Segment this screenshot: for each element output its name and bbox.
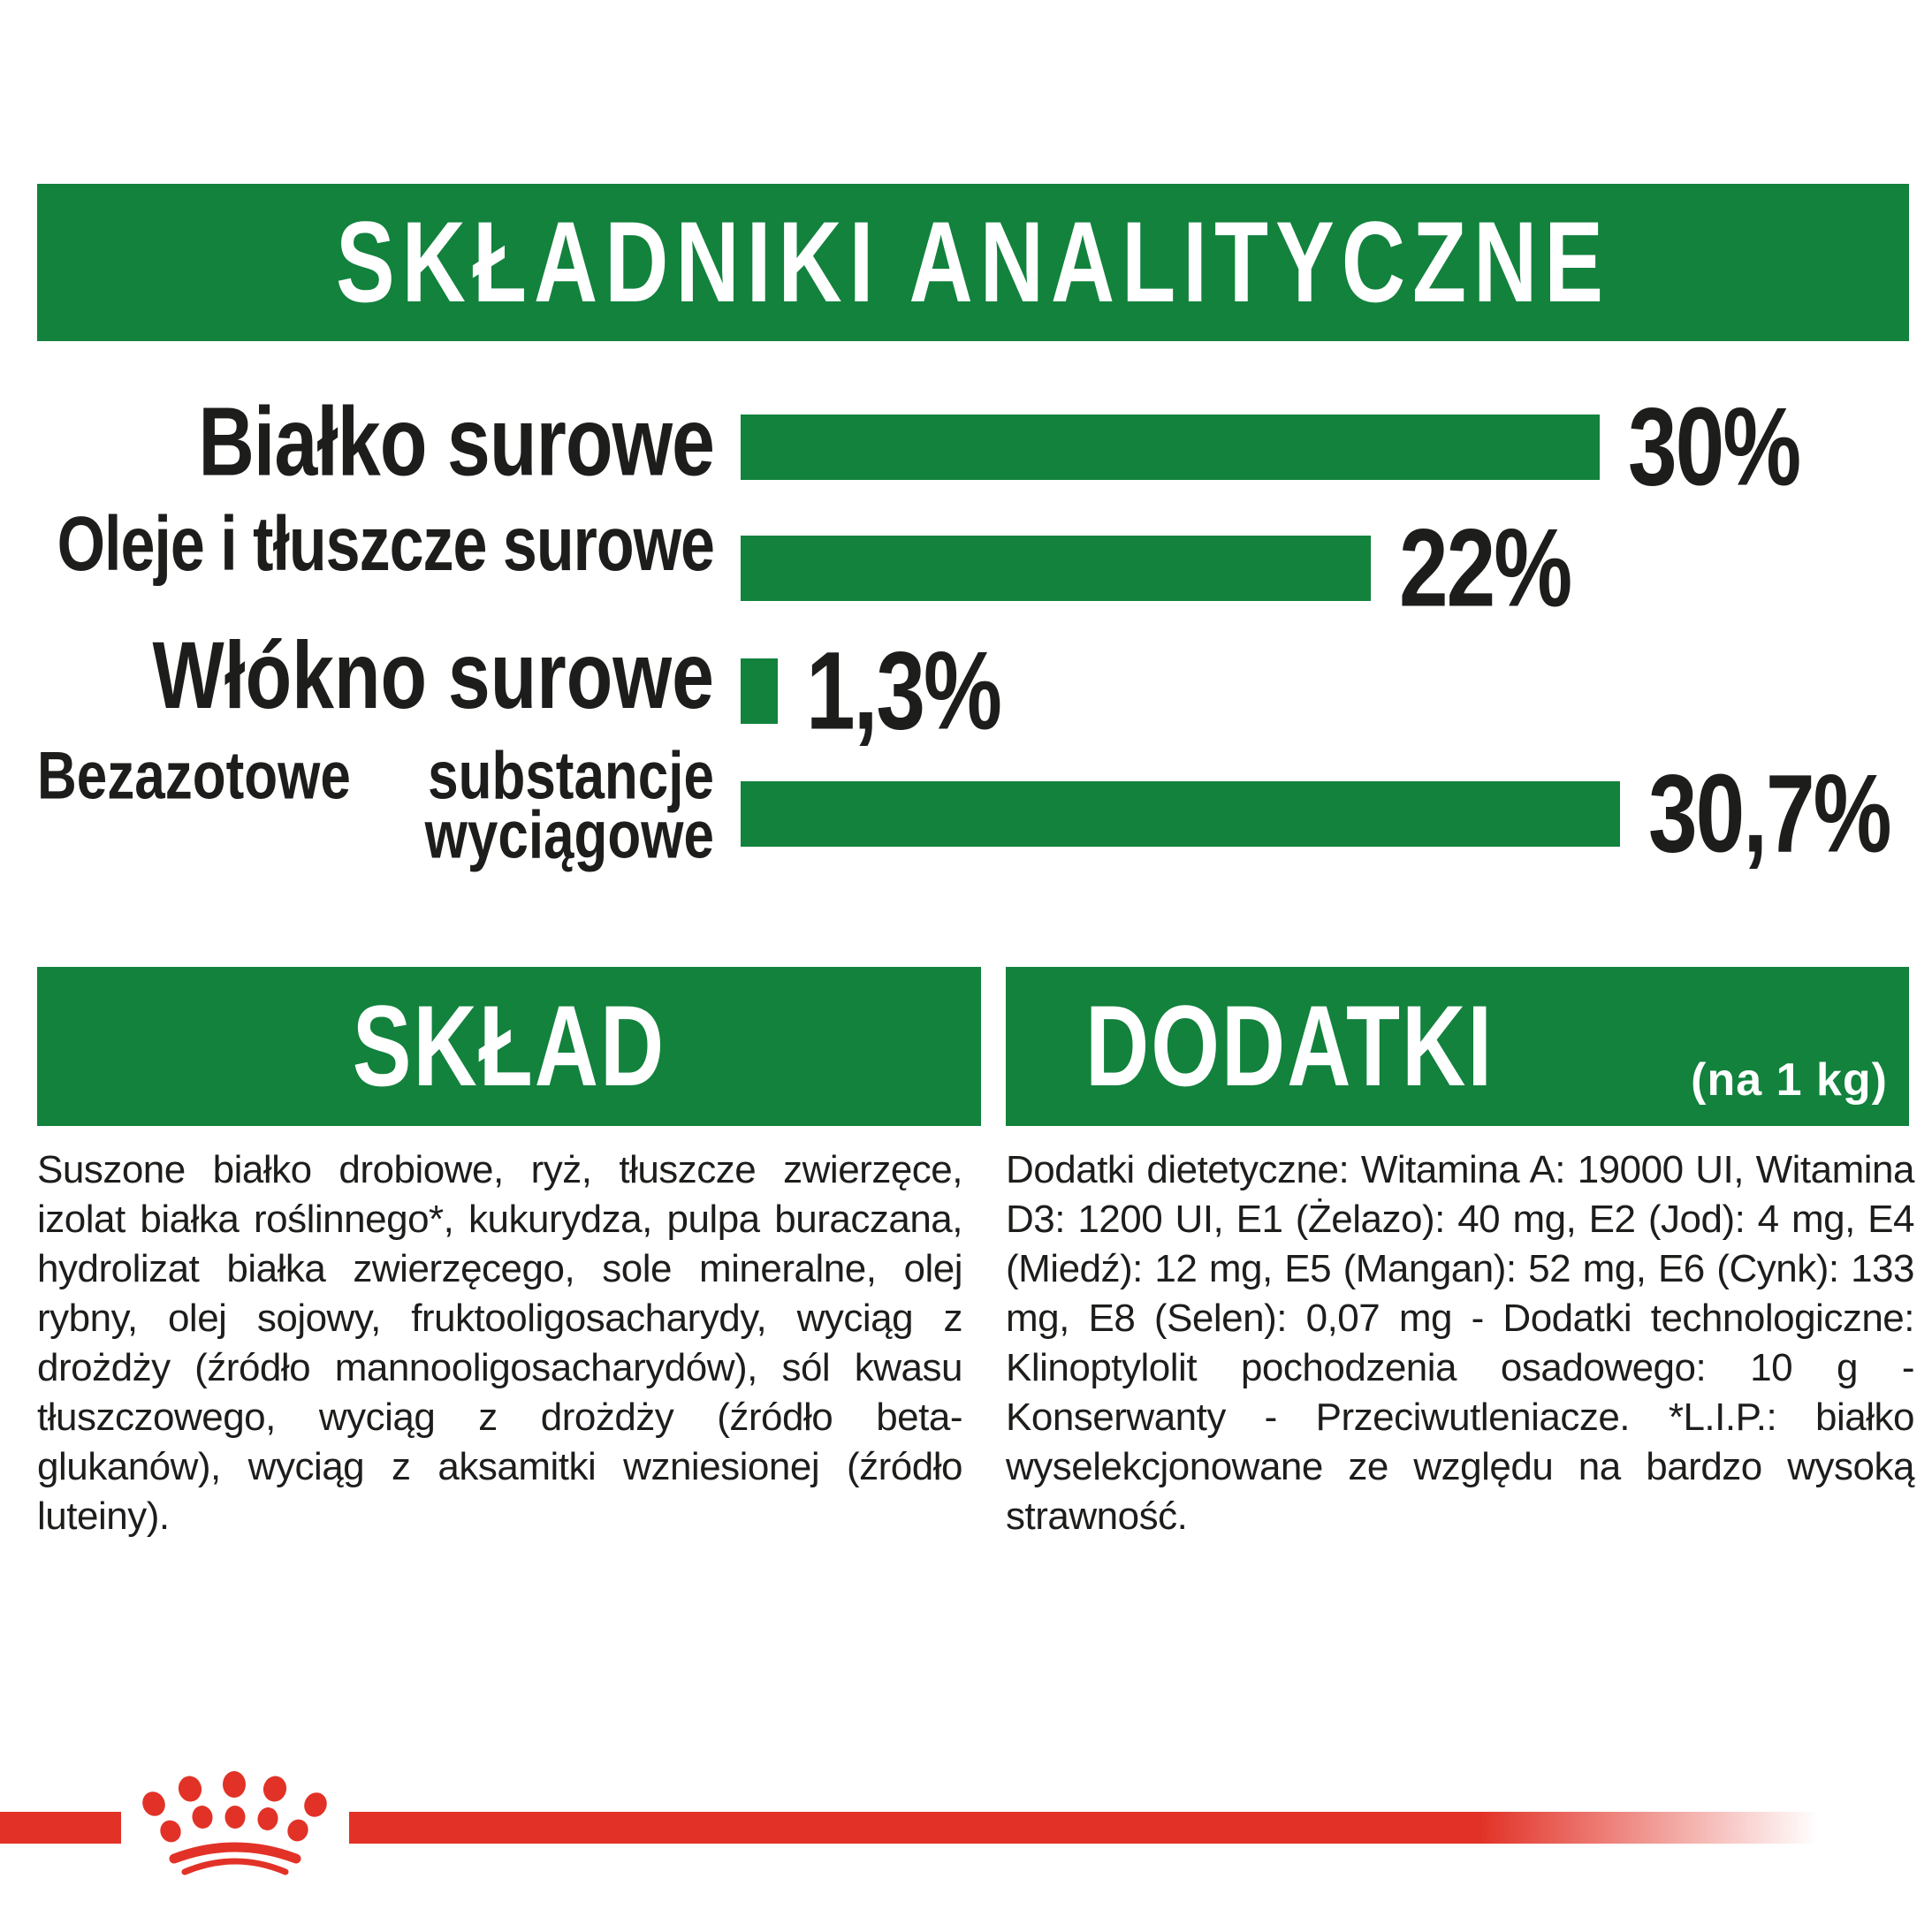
bar-wlokno-surowe <box>741 658 778 724</box>
bar-bialko-surowe <box>741 415 1600 480</box>
chart-row-label: Włókno surowe <box>152 622 714 729</box>
sklad-banner <box>37 967 981 1126</box>
sklad-title: SKŁAD <box>352 981 666 1111</box>
brand-stripe-right <box>349 1812 1818 1844</box>
dodatki-banner <box>1006 967 1909 1126</box>
brand-stripe-left <box>0 1812 121 1844</box>
bar-value: 30% <box>1628 384 1800 509</box>
chart-row-label: Białko surowe <box>198 386 714 497</box>
bar-value: 1,3% <box>806 628 1000 753</box>
bar-bezazotowe <box>741 781 1620 847</box>
page-title: SKŁADNIKI ANALITYCZNE <box>335 197 1611 327</box>
bar-value: 22% <box>1399 506 1571 630</box>
royal-canin-crown-icon <box>137 1768 331 1883</box>
dodatki-title: DODATKI <box>1085 981 1495 1111</box>
sklad-body-text: Suszone białko drobiowe, ryż, tłuszcze zwierzęce, izolat białka roślinnego*, kukurydza, pulpa buraczana, hydrolizat białka zwierzęcego, sole mineralne, olej rybny, olej sojowy, fruktooligosacharydy, wyciąg z drożdży (źródło mannooligosacharydów), sól kwasu tłuszczowego, wyciąg z drożdży (źródło beta-glukanów), wyciąg z aksamitki wzniesionej (źródło luteiny). <box>37 1148 962 1538</box>
analytical-constituents-banner <box>37 184 1909 341</box>
bar-oleje-tluszcze <box>741 536 1371 601</box>
bar-value: 30,7% <box>1648 751 1890 876</box>
dodatki-body-text: Dodatki dietetyczne: Witamina A: 19000 UI, Witamina D3: 1200 UI, E1 (Żelazo): 40 mg, E2 (Jod): 4 mg, E4 (Miedź): 12 mg, E5 (Mangan): 52 mg, E6 (Cynk): 133 mg, E8 (Selen): 0,07 mg - Dodatki technologiczne: Klinoptylolit pochodzenia osadowego: 10 g - Konserwanty - Przeciwutleniacze. *L.I.P.: białko wyselekcjonowane ze względu na bardzo wysoką strawność. <box>1006 1148 1914 1538</box>
chart-row-label-bezazotowe: Bezazotowe substancje wyciągowe <box>37 739 714 873</box>
chart-row-label: Oleje i tłuszcze surowe <box>57 500 714 587</box>
dodatki-subtitle: (na 1 kg) <box>1691 1054 1888 1106</box>
